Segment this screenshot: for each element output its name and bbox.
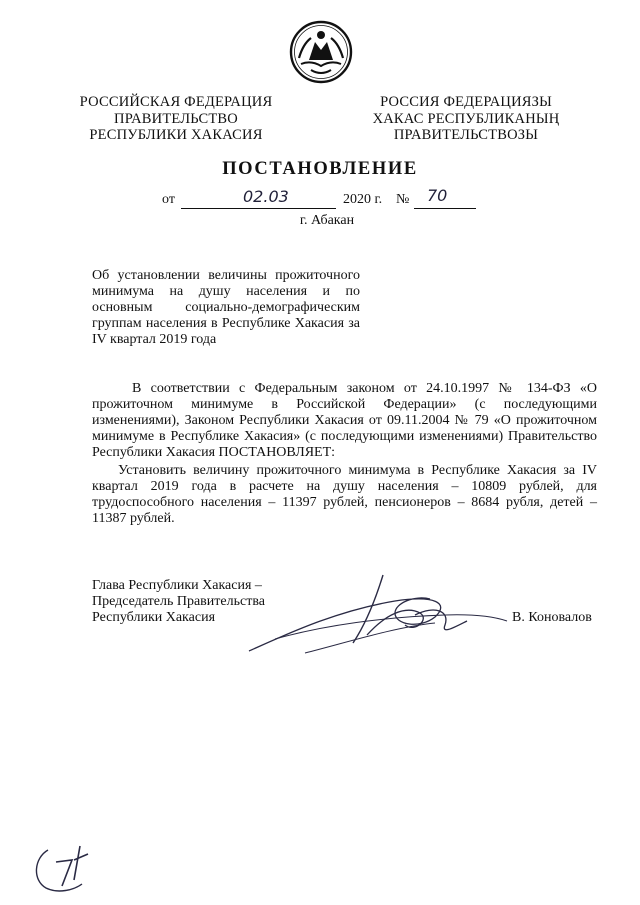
header-left [76, 94, 276, 144]
number-underline [414, 208, 476, 209]
date-prefix: от [162, 192, 175, 207]
header-left-line-1: РОССИЙСКАЯ ФЕДЕРАЦИЯ [79, 94, 273, 110]
signatory-position-line-2: Председатель Правительства [92, 594, 265, 609]
year: 2020 г. [343, 192, 383, 207]
header-right [368, 94, 564, 144]
date-handwritten: 02.03 [243, 187, 289, 206]
header-left-line-2: ПРАВИТЕЛЬСТВО [114, 110, 238, 127]
signatory-position-line-1: Глава Республики Хакасия – [92, 578, 262, 593]
handwritten-signature-icon [245, 565, 515, 660]
handwritten-page-number-icon [28, 840, 106, 895]
date-underline [181, 208, 336, 209]
body-paragraph-1: В соответствии с Федеральным законом от 24.10.1997 № 134-ФЗ «О прожиточном минимуме в Российской Федерации» (с последующими изменениями), Законом Республики Хакасия от 09.11.2004 № 79 «О прожиточном минимуме в Республике Хакасия» (с последующими изменениями) Правительство Республики Хакасия ПОСТАНОВЛЯЕТ: [92, 381, 597, 460]
header-right-line-1: РОССИЯ ФЕДЕРАЦИЯЗЫ [380, 94, 552, 110]
coat-of-arms-icon [289, 20, 353, 84]
signatory-position-line-3: Республики Хакасия [92, 610, 216, 625]
body-paragraph-2: Установить величину прожиточного минимума в Республике Хакасия за IV квартал 2019 года в расчете на душу населения – 10809 рублей, для трудоспособного населения – 11397 рублей, пенсионеров – 8684 рубля, детей – 11387 рублей. [92, 463, 597, 526]
document-subject: Об установлении величины прожиточного минимума на душу населения и по основным социально-демографическим группам населения в Республике Хакасия за IV квартал 2019 года [92, 268, 360, 347]
header-left-line-3: РЕСПУБЛИКИ ХАКАСИЯ [89, 127, 263, 143]
number-handwritten: 70 [427, 186, 448, 205]
city: г. Абакан [299, 213, 355, 228]
header-right-line-2: ХАКАС РЕСПУБЛИКАНЫҢ [372, 110, 560, 127]
signatory-name: В. Коновалов [512, 610, 592, 625]
number-sign: № [396, 192, 410, 207]
header-right-line-3: ПРАВИТЕЛЬСТВОЗЫ [393, 127, 539, 143]
document-title: ПОСТАНОВЛЕНИЕ [222, 159, 418, 179]
